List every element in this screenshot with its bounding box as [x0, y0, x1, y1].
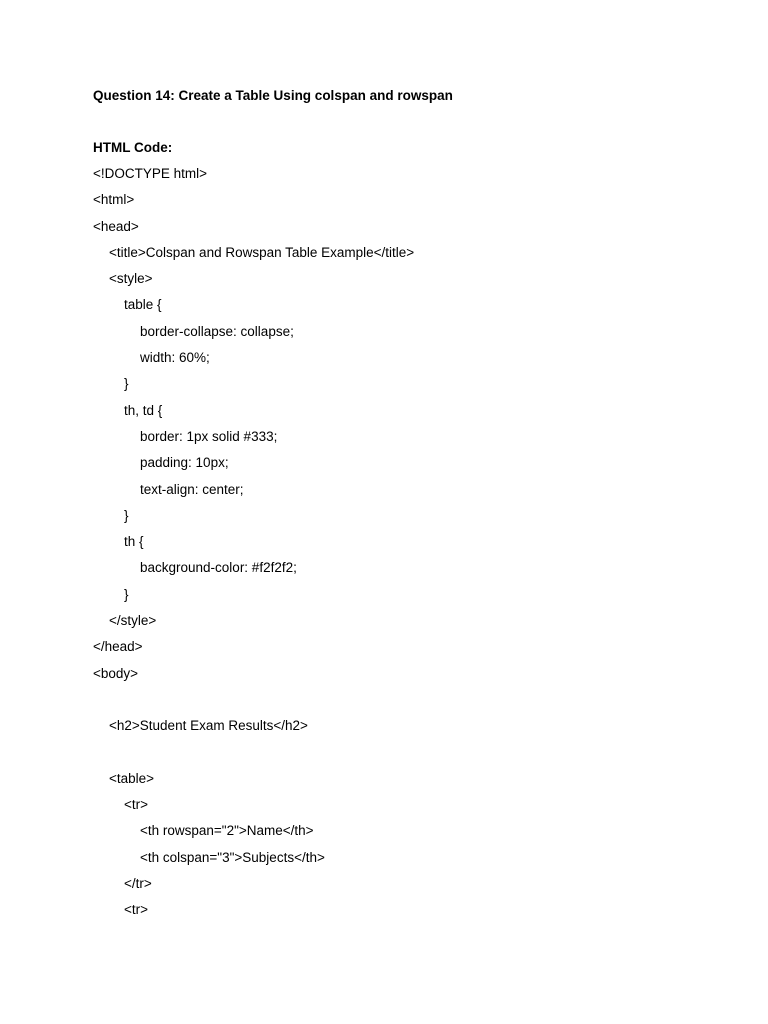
- question-title: Question 14: Create a Table Using colspan and rowspan: [93, 88, 453, 103]
- code-line: width: 60%;: [140, 350, 210, 366]
- code-listing: [93, 165, 414, 928]
- code-line: <body>: [93, 665, 139, 681]
- code-line: <title>Colspan and Rowspan Table Example</title>: [109, 244, 415, 260]
- code-line: <!DOCTYPE html>: [93, 166, 208, 181]
- code-line: border-collapse: collapse;: [140, 323, 294, 339]
- code-line: }: [124, 586, 129, 602]
- code-line: <table>: [109, 770, 155, 786]
- code-line: <th rowspan="2">Name</th>: [140, 823, 314, 839]
- section-label: HTML Code:: [93, 140, 173, 155]
- code-line: text-align: center;: [140, 481, 244, 497]
- code-blank-line: [93, 691, 414, 717]
- code-line: th {: [124, 534, 144, 550]
- code-line: <html>: [93, 192, 135, 208]
- code-line: <style>: [109, 271, 153, 287]
- code-line: <h2>Student Exam Results</h2>: [109, 718, 308, 734]
- code-line: <th colspan="3">Subjects</th>: [140, 849, 325, 865]
- code-line: th, td {: [124, 402, 163, 418]
- code-line: </tr>: [124, 876, 152, 892]
- code-line: table {: [124, 297, 162, 313]
- code-line: <head>: [93, 218, 139, 234]
- code-blank-line: [93, 744, 414, 770]
- code-line: </style>: [109, 613, 157, 629]
- code-line: }: [124, 376, 129, 392]
- code-line: </head>: [93, 639, 143, 655]
- code-line: border: 1px solid #333;: [140, 428, 278, 444]
- code-line: <tr>: [124, 902, 149, 918]
- code-line: background-color: #f2f2f2;: [140, 560, 297, 576]
- code-line: padding: 10px;: [140, 455, 229, 471]
- code-line: }: [124, 507, 129, 523]
- code-line: <tr>: [124, 797, 149, 813]
